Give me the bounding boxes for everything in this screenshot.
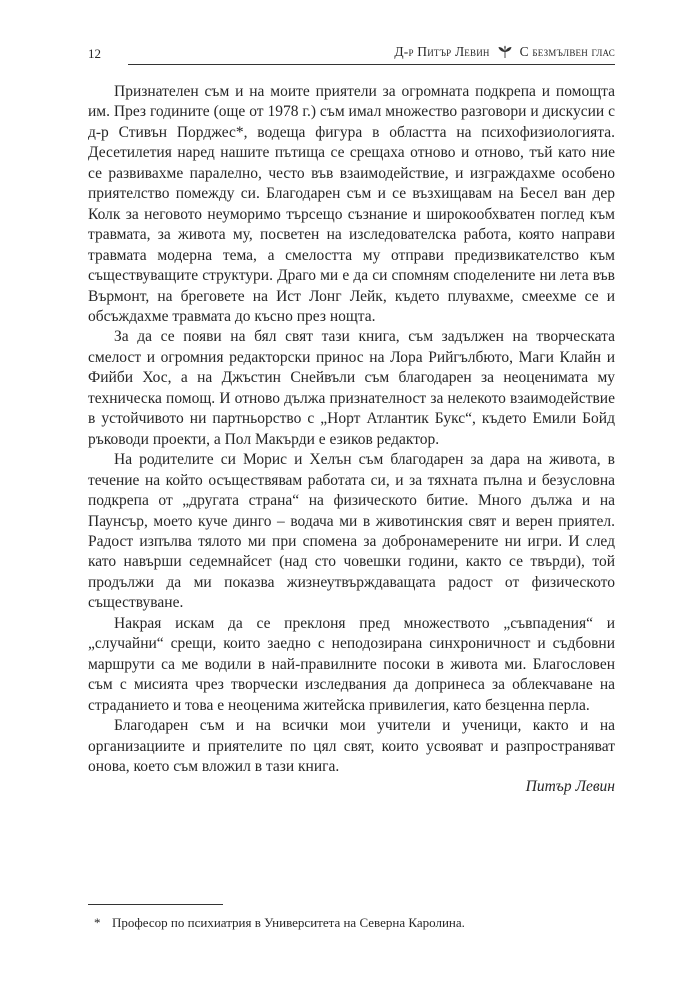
paragraph: Благодарен съм и на всички мои учители и ученици, както и на организациите и приятелите по цял свят, които усвояват и разпространяват онова, което съм вложил в тази книга.	[88, 717, 615, 775]
header-book-title: С безмълвен глас	[519, 44, 615, 59]
paragraph: На родителите си Морис и Хелън съм благодарен за дара на живота, в течение на който осъществявам работата си, и за тяхната пълна и безусловна подкрепа от „другата страна“ на физическото битие. Много дължа и на Паунсър, моето куче динго – водача ми в животинския свят и верен приятел. Радост изпълва тялото ми при спомена за добронамерените ни игри. И след като навърши седемнайсет (над сто човешки години, както се твърди), той продължи да ми показва жизнеутвърждаващата радост от физическото съществуване.	[88, 451, 615, 612]
footnote-text: Професор по психиатрия в Университета на Северна Каролина.	[112, 915, 465, 930]
header-author: Д-р Питър Левин	[394, 44, 490, 59]
author-signature: Питър Левин	[525, 778, 615, 796]
paragraph: За да се появи на бял свят тази книга, съм задължен на творческата смелост и огромния редакторски принос на Лора Рийгълбюто, Маги Клайн и Фийби Хос, а на Джъстин Снейвъли съм благодарен за неоценимата му техническа помощ. И отново дължа признателност за нелекото взаимодействие в устойчивото ни партньорство с „Норт Атлантик Букс“, където Емили Бойд ръководи проекти, а Пол Макърди е езиков редактор.	[88, 328, 615, 448]
leaf-ornament-icon	[497, 45, 513, 59]
running-header-title	[394, 44, 615, 60]
footnote-mark: *	[94, 915, 101, 930]
running-header	[88, 44, 615, 66]
footnote-rule	[88, 904, 223, 905]
page-number: 12	[88, 46, 101, 61]
paragraph: Признателен съм и на моите приятели за огромната подкрепа и помощта им. През годините (още от 1978 г.) съм имал множество разговори и дискусии с д-р Стивън Порджес*, водеща фигура в областта на психофизиологията. Десетилетия наред нашите пътища се срещаха отново и отново, тъй като ние се развивахме паралелно, често във взаимодействие, и изграждахме особено приятелство помежду си. Благодарен съм и се възхищавам на Бесел ван дер Колк за неговото неуморимо търсещо съзнание и широкообхватен поглед към травмата, за живота му, посветен на изследователска работа, която направи травмата модерна тема, а смелостта му отправи предизвикателство към съществуващите структури. Драго ми е да си спомням споделените ни лета във Върмонт, на бреговете на Ист Лонг Лейк, където плувахме, смеехме се и обсъждахме травмата до късно през нощта.	[88, 83, 615, 325]
footnote	[88, 914, 615, 932]
header-rule	[128, 64, 615, 65]
acknowledgements-text	[88, 82, 615, 798]
paragraph: Накрая искам да се преклоня пред множеството „съвпадения“ и „случайни“ срещи, които заедно с неподозирана синхроничност и съдбовни маршрути са ме водили в най-правилните посоки в живота ми. Благословен съм с мисията чрез творчески изследвания да допринеса за облекчаване на страданието и това е неоценима житейска привилегия, като безценна перла.	[88, 614, 615, 714]
